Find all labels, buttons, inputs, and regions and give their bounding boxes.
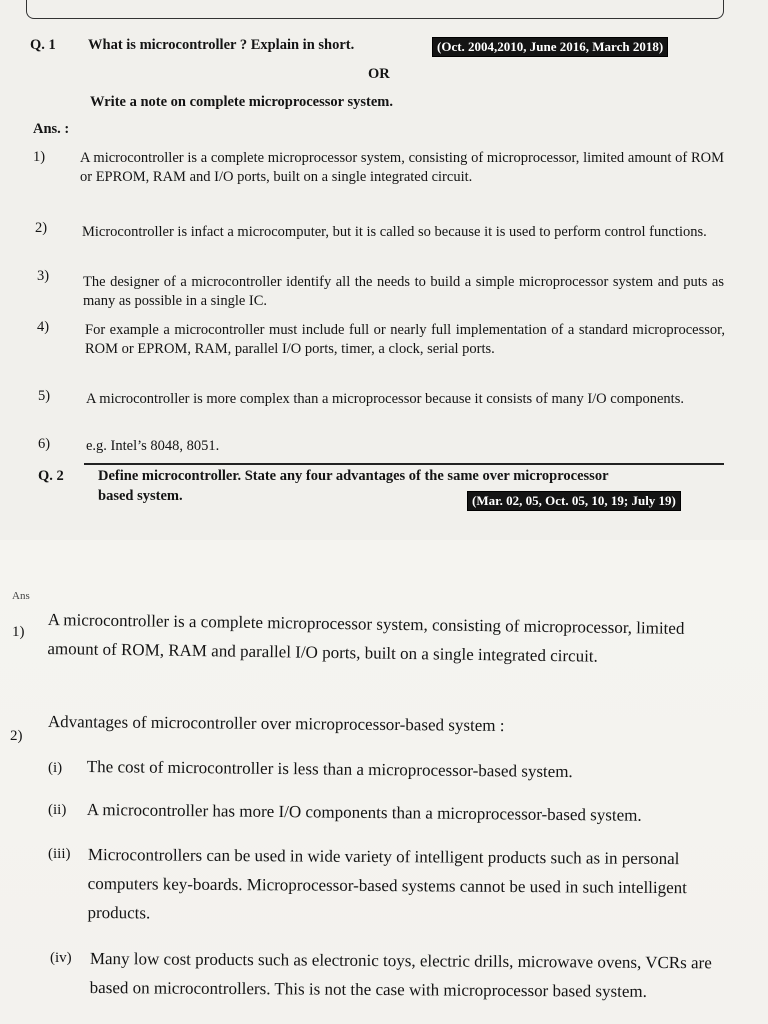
list-item-number: (iv): [50, 950, 72, 966]
q2-question-line2: based system.: [98, 488, 183, 504]
answer2-point-number: 1): [12, 624, 25, 640]
q2-dates-badge: (Mar. 02, 05, Oct. 05, 10, 19; July 19): [467, 491, 681, 511]
top-frame-box: [26, 0, 724, 19]
answer2-label: Ans: [12, 590, 30, 602]
list-item-number: 1): [33, 149, 46, 165]
q1-alt-question: Write a note on complete microprocessor system.: [90, 94, 393, 110]
q1-question: What is microcontroller ? Explain in short.: [88, 37, 355, 53]
answer2-point: Advantages of microcontroller over microprocessor-based system :: [47, 711, 505, 735]
list-item-number: (ii): [48, 802, 67, 818]
or-label: OR: [368, 66, 390, 82]
answer2-point: A microcontroller is a complete microprocessor system, consisting of microprocessor, limited amount of ROM, RAM and parallel I/O ports, built on a single integrated circuit.: [47, 609, 685, 666]
list-item: Many low cost products such as electronic toys, electric drills, microwave ovens, VCRs are based on microcontrollers. This is not the case with microprocessor based system.: [89, 948, 712, 1001]
list-item: The cost of microcontroller is less than a microprocessor-based system.: [86, 756, 573, 782]
list-item: The designer of a microcontroller identify all the needs to build a simple microprocessor system and puts as many as possible in a single IC.: [83, 274, 724, 309]
list-item-number: 4): [37, 319, 50, 335]
q1-dates-badge: (Oct. 2004,2010, June 2016, March 2018): [432, 37, 668, 57]
list-item-number: 5): [38, 388, 51, 404]
list-item-number: 3): [37, 268, 50, 284]
list-item-number: 2): [35, 220, 48, 236]
q2-question-line1: Define microcontroller. State any four advantages of the same over microprocessor: [98, 468, 609, 484]
list-item: Microcontroller is infact a microcomputer, but it is called so because it is used to perform control functions.: [82, 224, 707, 240]
list-item-number: 6): [38, 436, 51, 452]
answer2-point-number: 2): [10, 728, 23, 744]
list-item-number: (iii): [48, 846, 71, 862]
q2-number: Q. 2: [38, 468, 64, 484]
q1-number: Q. 1: [30, 37, 56, 53]
list-item: A microcontroller is a complete microprocessor system, consisting of microprocessor, limited amount of ROM or EPROM, RAM and I/O ports, built on a single integrated circuit.: [80, 150, 724, 185]
list-item: Microcontrollers can be used in wide variety of intelligent products such as in personal computers key-boards. Microprocessor-based systems cannot be used in such intelligent products.: [87, 844, 687, 923]
list-item-number: (i): [48, 760, 63, 776]
list-item: e.g. Intel’s 8048, 8051.: [86, 438, 220, 454]
list-item: A microcontroller is more complex than a microprocessor because it consists of many I/O components.: [86, 391, 684, 407]
list-item: For example a microcontroller must include full or nearly full implementation of a standard microprocessor, ROM or EPROM, RAM, parallel I/O ports, timer, a clock, serial ports.: [85, 322, 725, 357]
list-item: A microcontroller has more I/O components than a microprocessor-based system.: [86, 799, 642, 825]
answer-label: Ans. :: [33, 121, 70, 137]
section-divider: [84, 463, 724, 465]
